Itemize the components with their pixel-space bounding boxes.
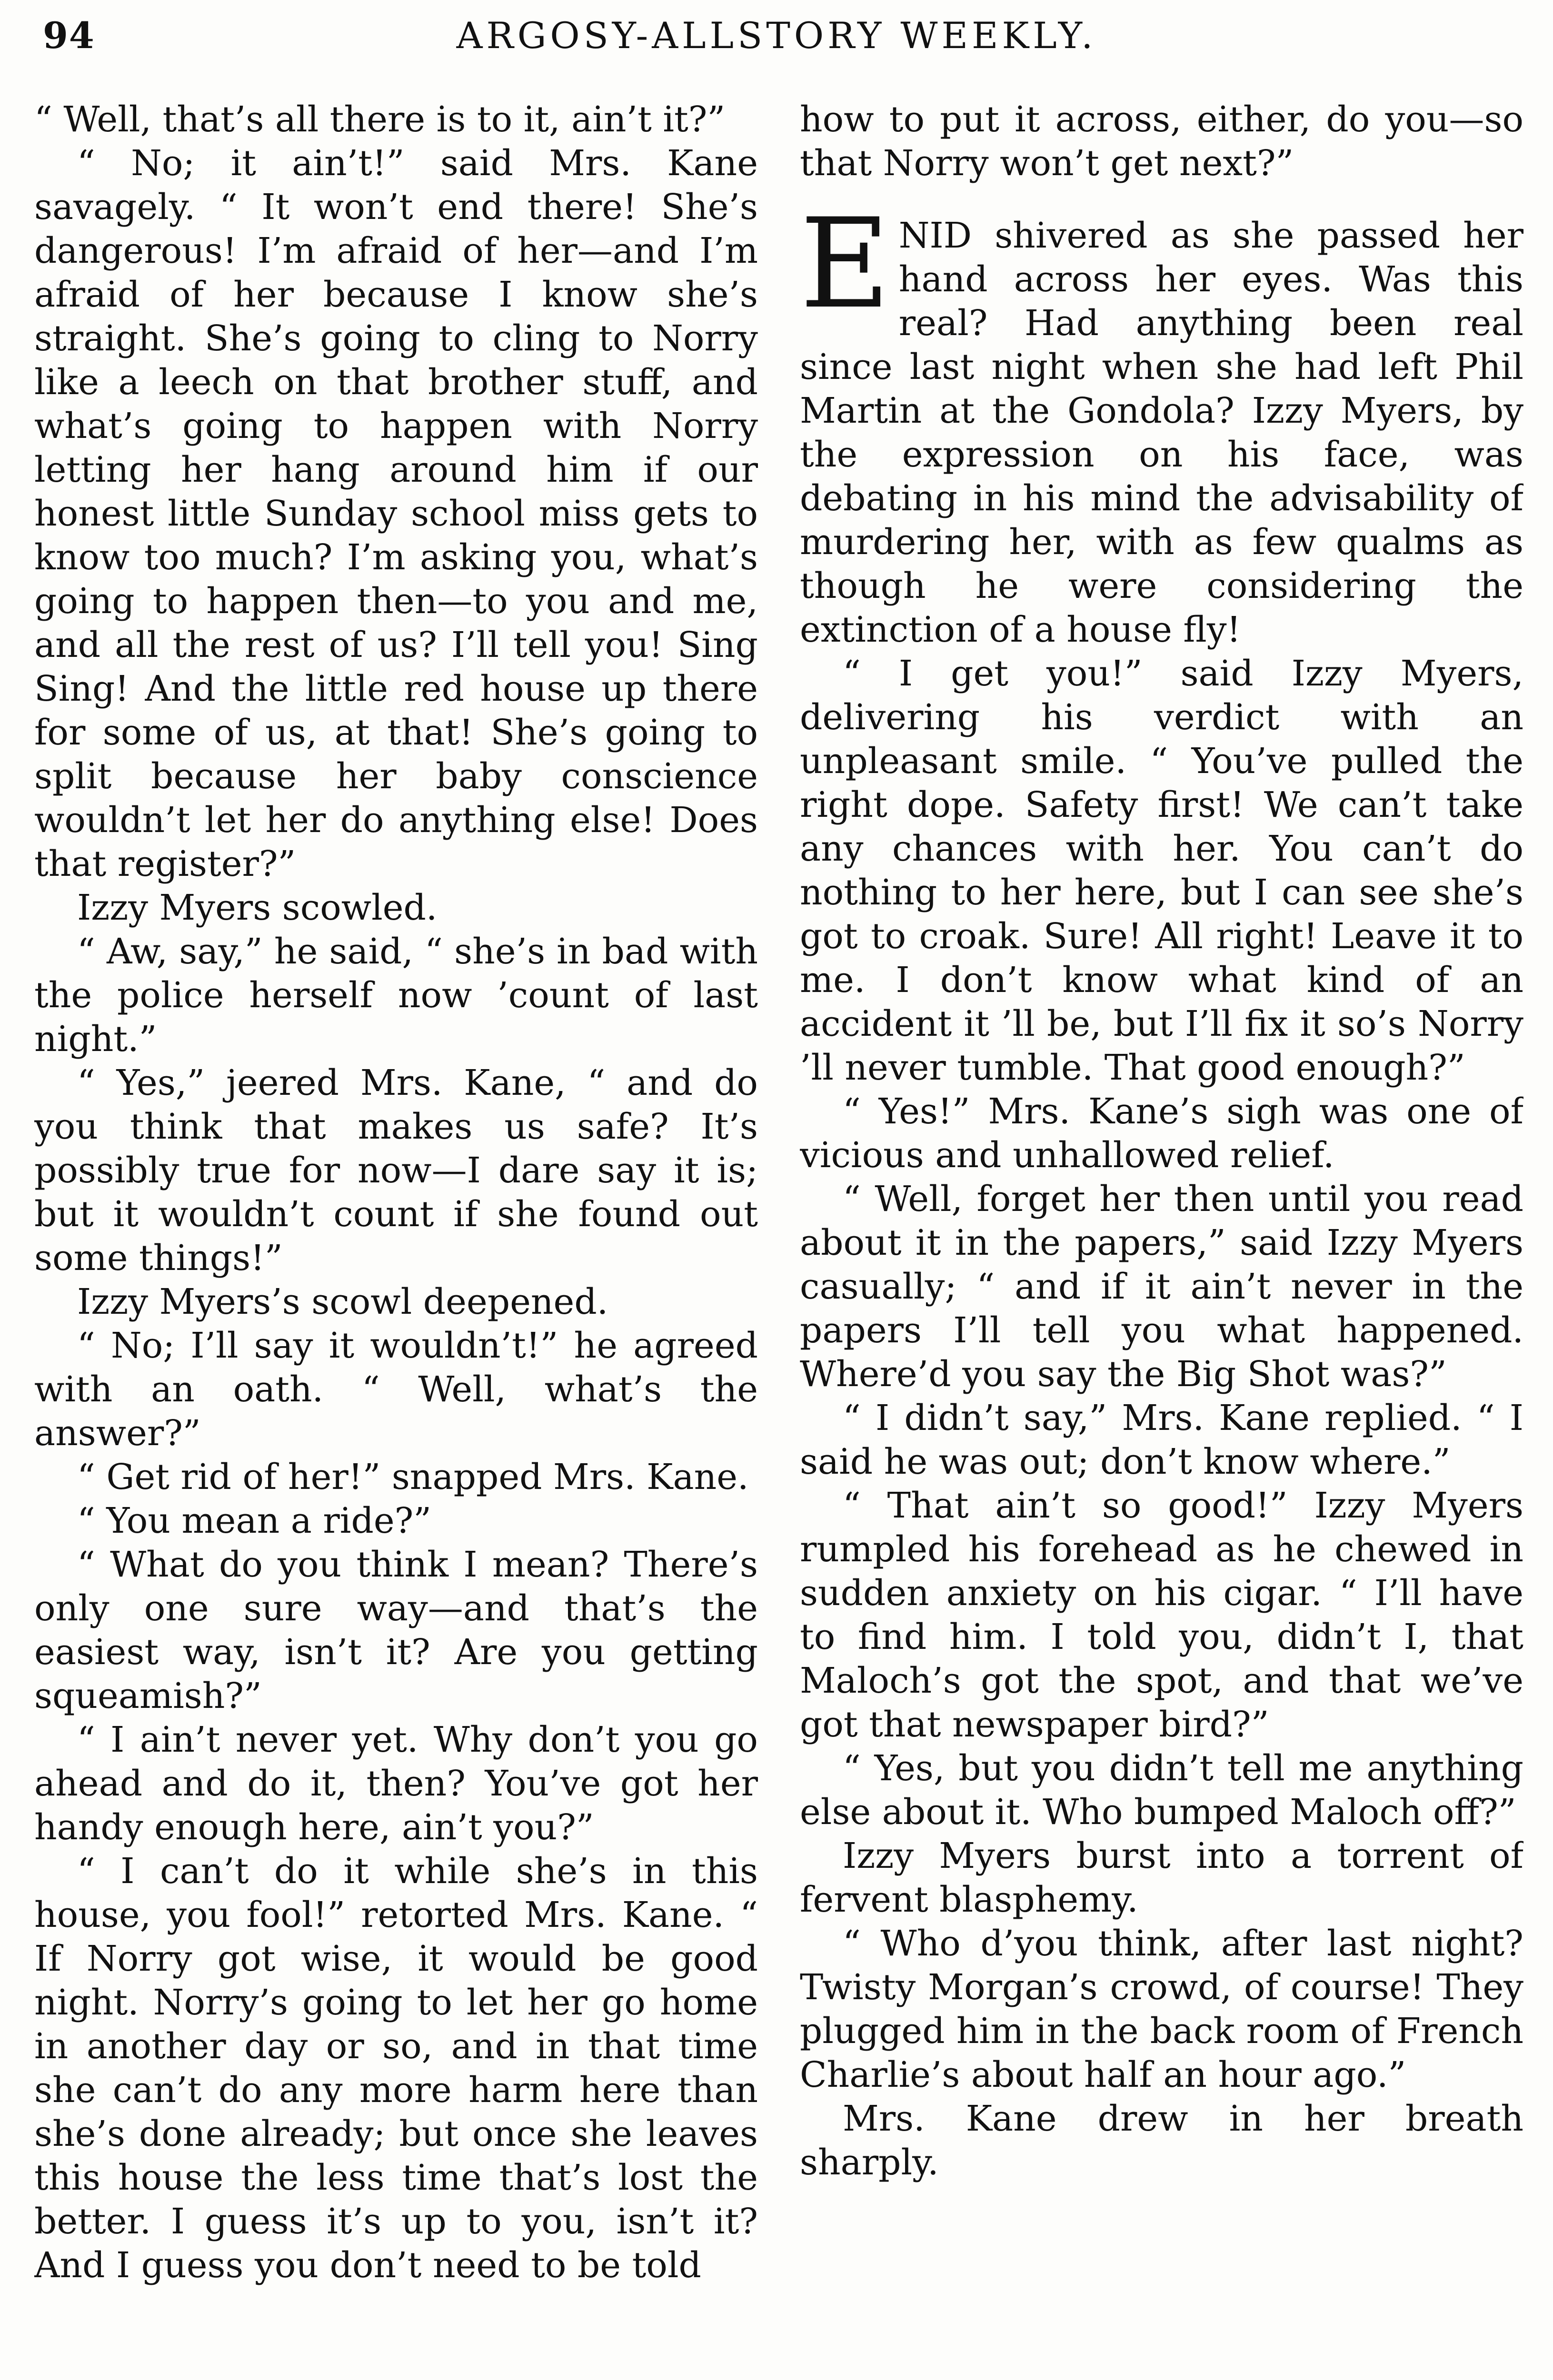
paragraph: “ No; it ain’t!” said Mrs. Kane savagely. “ It won’t end there! She’s dangerous! I’m afraid of her—and I’m afraid of her because I know she’s straight. She’s going to cling to Norry like a leech on that brother stuff, and what’s going to happen with Norry letting her hang around him if our honest little Sunday school miss gets to know too much? I’m asking you, what’s going to happen then—to you and me, and all the rest of us? I’ll tell you! Sing Sing! And the little red house up there for some of us, at that! She’s going to split because her baby conscience wouldn’t let her do anything else! Does that register?” [34, 143, 758, 884]
paragraph: “ Well, forget her then until you read about it in the papers,” said Izzy Myers casually; “ and if it ain’t never in the papers I’ll tell you what happened. Where’d you say the Big Shot was?” [800, 1179, 1523, 1395]
paragraph: “ Yes,” jeered Mrs. Kane, “ and do you think that makes us safe? It’s possibly true for now—I dare say it is; but it wouldn’t count if she found out some things!” [34, 1062, 758, 1279]
paragraph: “ I can’t do it while she’s in this house, you fool!” retorted Mrs. Kane. “ If Norry got wise, it would be good night. Norry’s going to let her go home in another day or so, and in that time she can’t do any more harm here than she’s done already; but once she leaves this house the less time that’s lost the better. I guess it’s up to you, isn’t it? And I guess you don’t need to be told [34, 1851, 758, 2286]
drop-cap: E [800, 192, 890, 336]
page-header [43, 14, 1510, 67]
left-column [34, 98, 758, 2380]
paragraph: “ Get rid of her!” snapped Mrs. Kane. [77, 1457, 749, 1497]
paragraph: “ Who d’you think, after last night? Twisty Morgan’s crowd, of course! They plugged him in the back room of French Charlie’s about half an hour ago.” [800, 1923, 1523, 2095]
paragraph: “ What do you think I mean? There’s only one sure way—and that’s the easiest way, isn’t it? Are you getting squeamish?” [34, 1544, 758, 1716]
running-title: ARGOSY-ALLSTORY WEEKLY. [456, 14, 1097, 57]
page-number: 94 [43, 14, 95, 57]
continued-paragraph: how to put it across, either, do you—so that Norry won’t get next?” [800, 99, 1523, 184]
paragraph: Mrs. Kane drew in her breath sharply. [800, 2098, 1523, 2183]
paragraph: “ I ain’t never yet. Why don’t you go ahead and do it, then? You’ve got her handy enough here, ain’t you?” [34, 1719, 758, 1848]
paragraph: Izzy Myers burst into a torrent of fervent blasphemy. [800, 1835, 1523, 1920]
section-opening-paragraph [800, 192, 1523, 652]
paragraph: “ Well, that’s all there is to it, ain’t it?” [34, 99, 726, 140]
paragraph: “ Yes!” Mrs. Kane’s sigh was one of vicious and unhallowed relief. [800, 1091, 1523, 1176]
paragraph: “ You mean a ride?” [77, 1500, 432, 1541]
right-column [800, 98, 1523, 2380]
paragraph: “ That ain’t so good!” Izzy Myers rumpled his forehead as he chewed in sudden anxiety on his cigar. “ I’ll have to find him. I told you, didn’t I, that Maloch’s got the spot, and that we’ve got that newspaper bird?” [800, 1485, 1523, 1745]
paragraph: “ I didn’t say,” Mrs. Kane replied. “ I said he was out; don’t know where.” [800, 1398, 1523, 1482]
paragraph: Izzy Myers’s scowl deepened. [77, 1281, 608, 1322]
paragraph: Izzy Myers scowled. [77, 887, 438, 928]
paragraph: “ I get you!” said Izzy Myers, delivering his verdict with an unpleasant smile. “ You’ve pulled the right dope. Safety first! We can’t take any chances with her. You can’t do nothing to her here, but I can see she’s got to croak. Sure! All right! Leave it to me. I don’t know what kind of an accident it ’ll be, but I’ll fix it so’s Norry ’ll never tumble. That good enough?” [800, 653, 1523, 1088]
paragraph: “ No; I’ll say it wouldn’t!” he agreed with an oath. “ Well, what’s the answer?” [34, 1325, 758, 1454]
section-opening-text: NID shivered as she passed her hand across her eyes. Was this real? Had anything been real since last night when she had left Phil Martin at the Gondola? Izzy Myers, by the expression on his face, was debating in his mind the advisability of murdering her, with as few qualms as though he were considering the extinction of a house fly! [800, 215, 1523, 650]
paragraph: “ Yes, but you didn’t tell me anything else about it. Who bumped Maloch off?” [800, 1748, 1523, 1833]
paragraph: “ Aw, say,” he said, “ she’s in bad with the police herself now ’count of last night.” [34, 931, 758, 1060]
